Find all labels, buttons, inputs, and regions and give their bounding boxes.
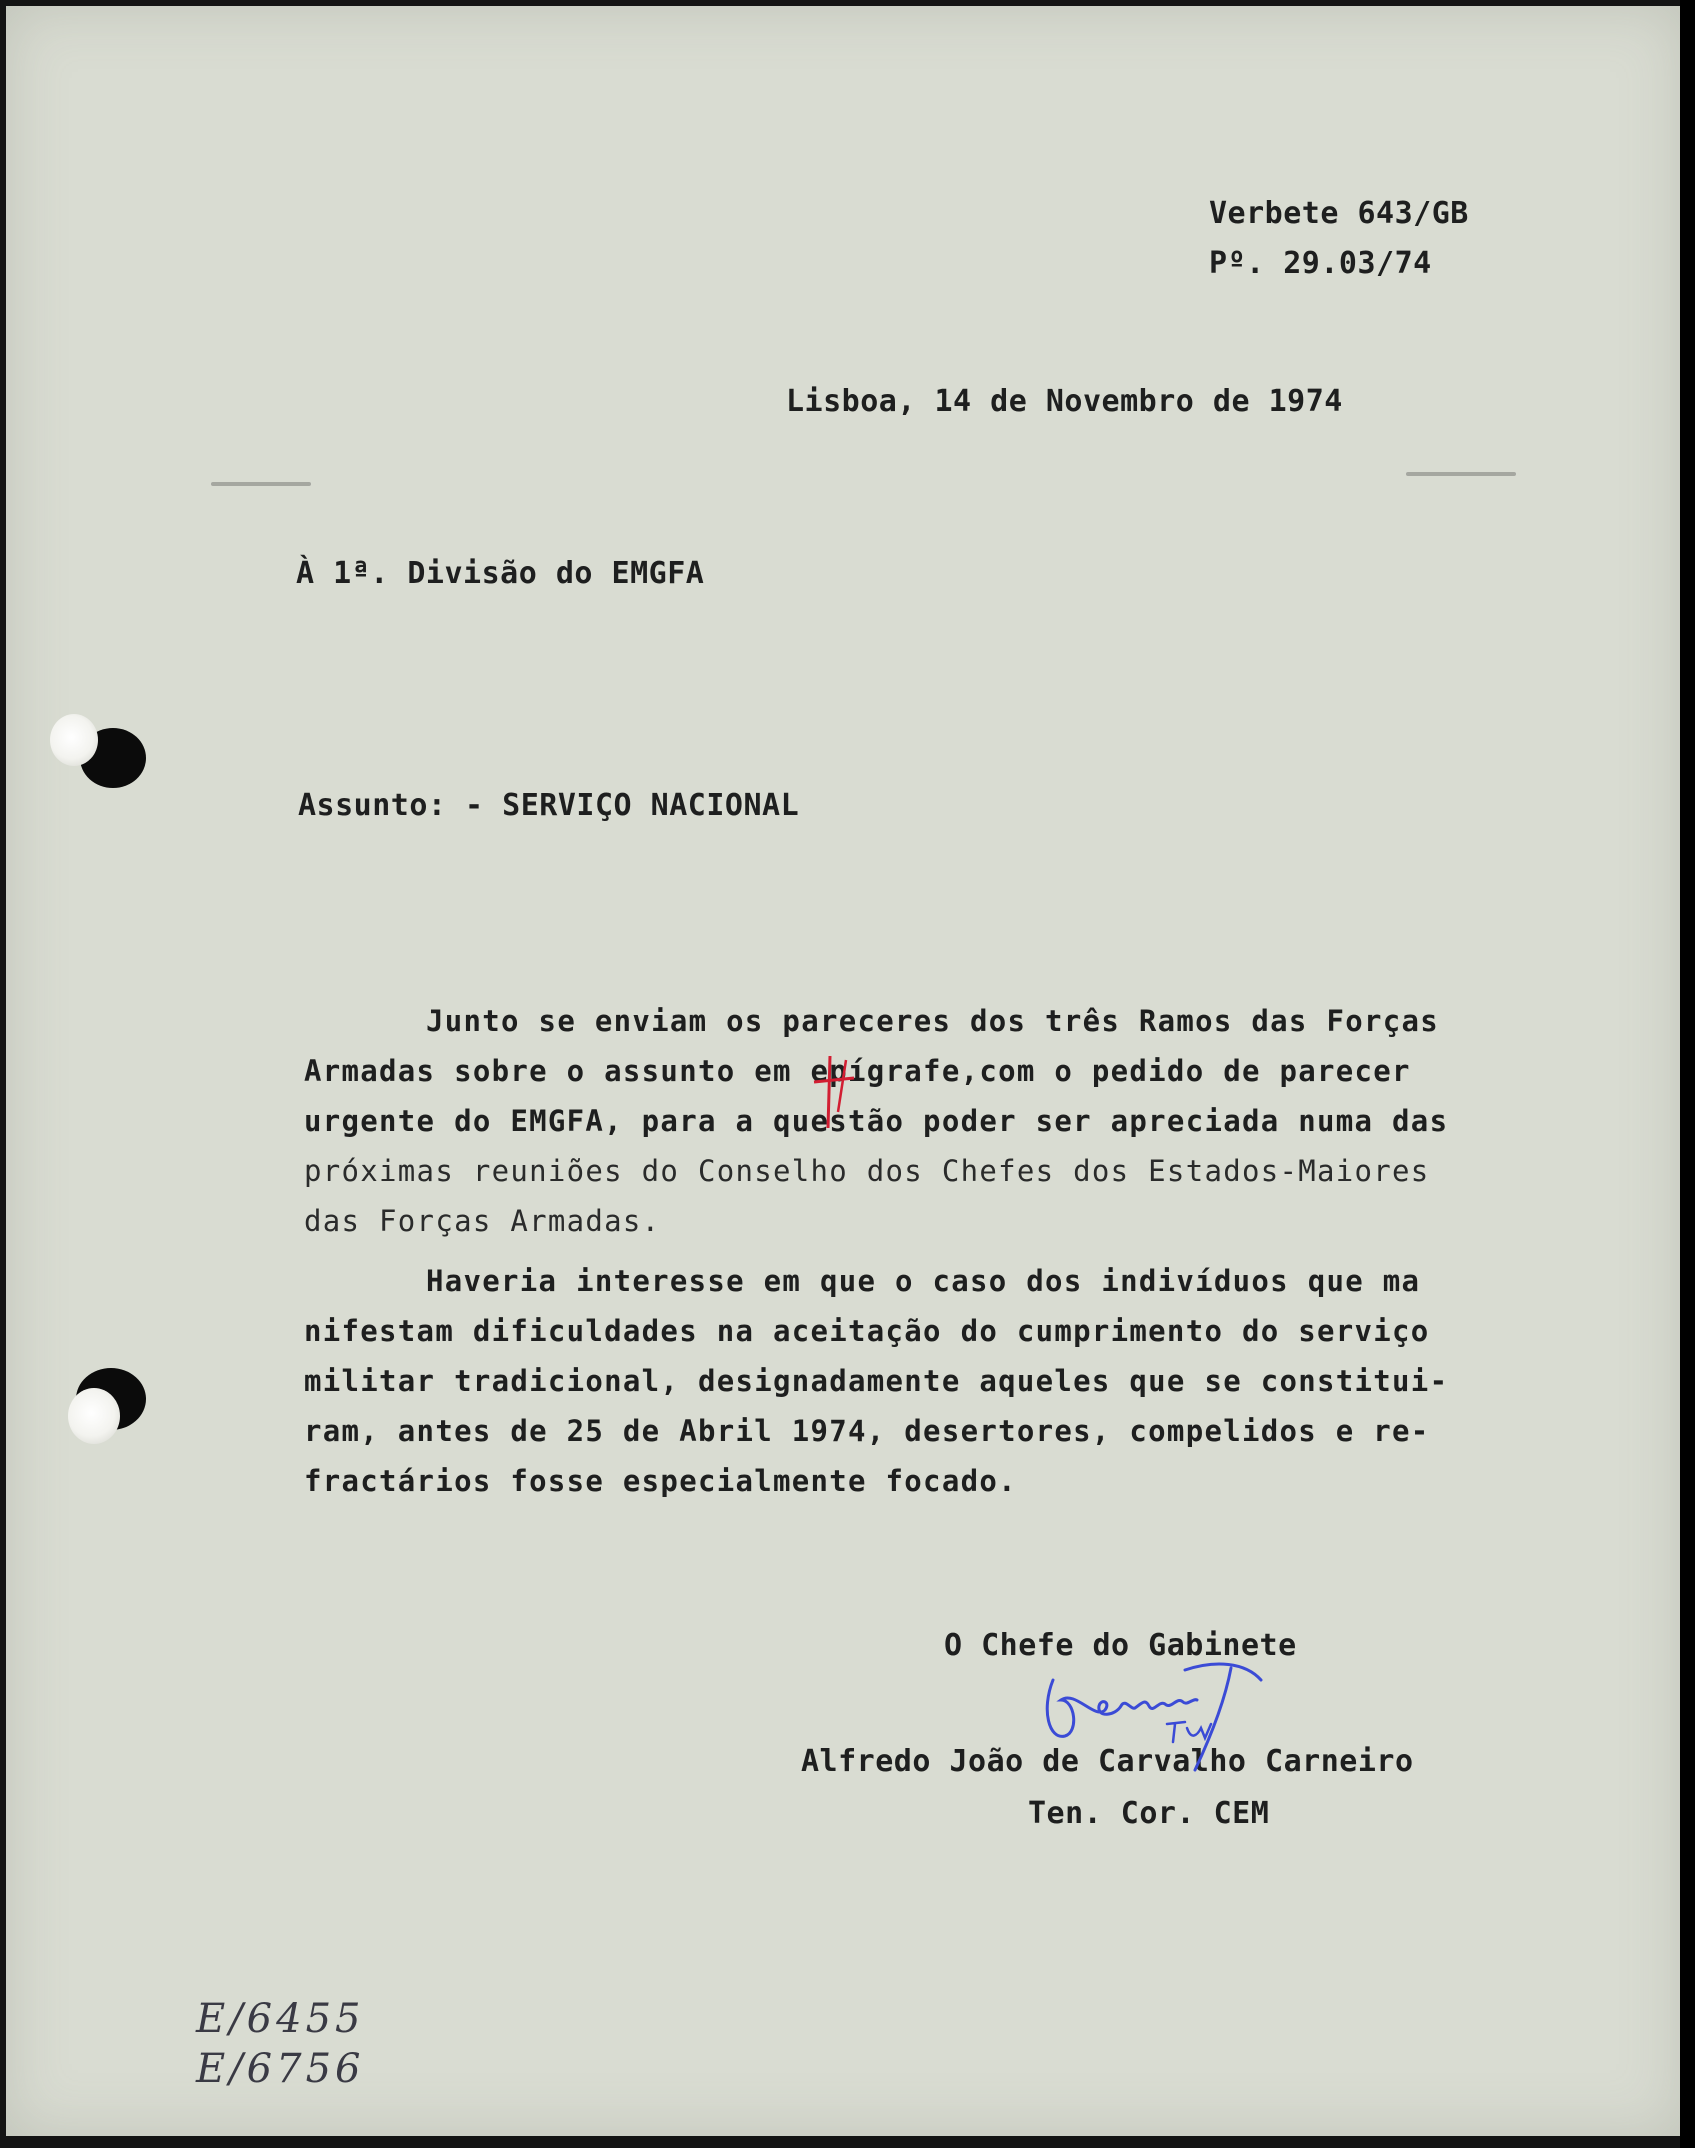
signatory-name: Alfredo João de Carvalho Carneiro — [801, 1744, 1414, 1779]
ink-smudge — [1406, 472, 1516, 476]
punch-hole — [68, 1388, 120, 1444]
paragraph-line: próximas reuniões do Conselho dos Chefes dos Estados-Maiores — [304, 1154, 1430, 1188]
subject-line: Assunto: - SERVIÇO NACIONAL — [298, 788, 800, 823]
paragraph-line: nifestam dificuldades na aceitação do cumprimento do serviço — [304, 1314, 1430, 1348]
signature-icon — [1035, 1640, 1275, 1780]
signature-title: O Chefe do Gabinete — [944, 1628, 1297, 1663]
archive-code-2: E/6756 — [196, 2046, 365, 2092]
reference-processo: Pº. 29.03/74 — [1209, 246, 1432, 281]
paragraph-line: fractários fosse especialmente focado. — [304, 1464, 1017, 1498]
reference-verbete: Verbete 643/GB — [1209, 196, 1469, 231]
ink-smudge — [211, 482, 311, 486]
paragraph-line: Armadas sobre o assunto em epígrafe,com o pedido de parecer — [304, 1054, 1411, 1088]
date-line: Lisboa, 14 de Novembro de 1974 — [786, 384, 1343, 419]
paragraph-line: urgente do EMGFA, para a questão poder ser apreciada numa das — [304, 1104, 1449, 1138]
archive-code-1: E/6455 — [196, 1996, 365, 2042]
signatory-rank: Ten. Cor. CEM — [1028, 1796, 1270, 1831]
paragraph-line: Haveria interesse em que o caso dos indivíduos que ma — [426, 1264, 1421, 1298]
punch-hole — [50, 714, 98, 766]
scan-border — [1680, 0, 1695, 2148]
paragraph-line: ram, antes de 25 de Abril 1974, desertores, compelidos e re- — [304, 1414, 1430, 1448]
paragraph-line: Junto se enviam os pareceres dos três Ramos das Forças — [426, 1004, 1440, 1038]
correction-mark-icon — [808, 1052, 868, 1132]
paragraph-line: das Forças Armadas. — [304, 1204, 661, 1238]
recipient-line: À 1ª. Divisão do EMGFA — [296, 556, 705, 591]
paragraph-line: militar tradicional, designadamente aqueles que se constitui- — [304, 1364, 1449, 1398]
